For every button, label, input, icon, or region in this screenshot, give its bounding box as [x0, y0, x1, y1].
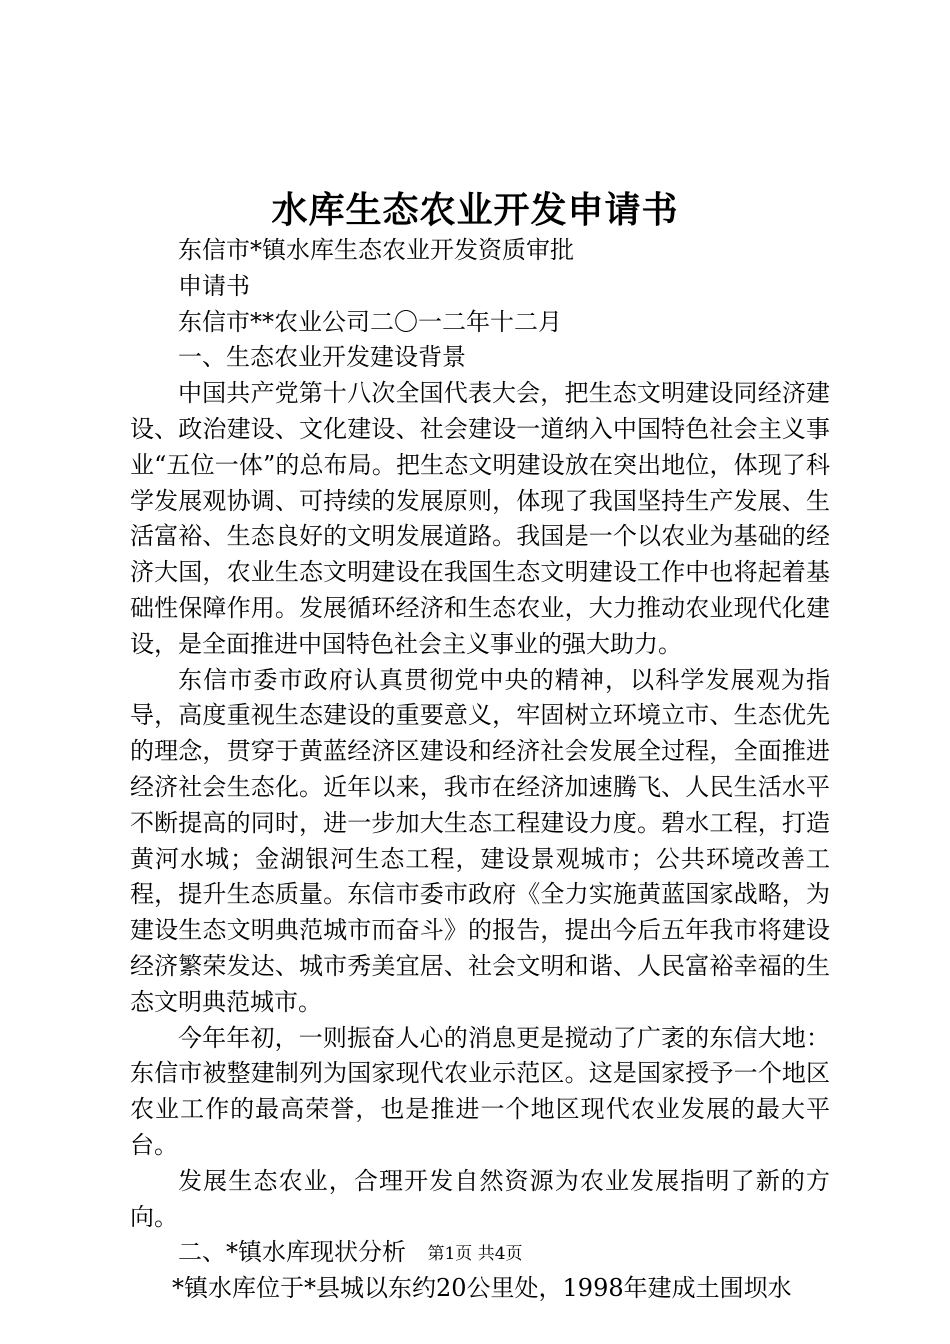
- document-body: [130, 233, 830, 1307]
- paragraph-issuer-date: 东信市**农业公司二〇一二年十二月: [178, 307, 562, 336]
- paragraph-body: 东信市委市政府认真贯彻党中央的精神，以科学发展观为指导，高度重视生态建设的重要意义，牢固树立环境立市、生态优先的理念，贯穿于黄蓝经济区建设和经济社会发展全过程，全面推进经济社会生态化。近年以来，我市在经济加速腾飞、人民生活水平不断提高的同时，进一步加大生态工程建设力度。碧水工程，打造黄河水城；金湖银河生态工程，建设景观城市；公共环境改善工程，提升生态质量。东信市委市政府《全力实施黄蓝国家战略，为建设生态文明典范城市而奋斗》的报告，提出今后五年我市将建设经济繁荣发达、城市秀美宜居、社会文明和谐、人民富裕幸福的生态文明典范城市。: [130, 665, 830, 1016]
- section-heading-1: 一、生态农业开发建设背景: [178, 343, 466, 372]
- paragraph-body: 今年年初，一则振奋人心的消息更是搅动了广袤的东信大地：东信市被整建制列为国家现代农业示范区。这是国家授予一个地区农业工作的最高荣誉，也是推进一个地区现代农业发展的最大平台。: [130, 1023, 830, 1159]
- paragraph-body: 发展生态农业，合理开发自然资源为农业发展指明了新的方向。: [130, 1166, 830, 1231]
- document-title: 水库生态农业开发申请书: [271, 189, 679, 231]
- page-footer: 第1页 共4页: [427, 1244, 523, 1264]
- section-heading-2: 二、*镇水库现状分析: [178, 1238, 406, 1267]
- paragraph-subtitle-line1: 东信市*镇水库生态农业开发资质审批: [178, 236, 574, 264]
- paragraph-body: 中国共产党第十八次全国代表大会，把生态文明建设同经济建设、政治建设、文化建设、社会建设一道纳入中国特色社会主义事业“五位一体”的总布局。把生态文明建设放在突出地位，体现了科学发展观协调、可持续的发展原则，体现了我国坚持生产发展、生活富裕、生态良好的文明发展道路。我国是一个以农业为基础的经济大国，农业生态文明建设在我国生态文明建设工作中也将起着基础性保障作用。发展循环经济和生态农业，大力推动农业现代化建设，是全面推进中国特色社会主义事业的强大助力。: [130, 379, 830, 658]
- paragraph-subtitle-line2: 申请书: [178, 271, 250, 300]
- paragraph-body: *镇水库位于*县城以东约20公里处，1998年建成土围坝水: [172, 1274, 792, 1303]
